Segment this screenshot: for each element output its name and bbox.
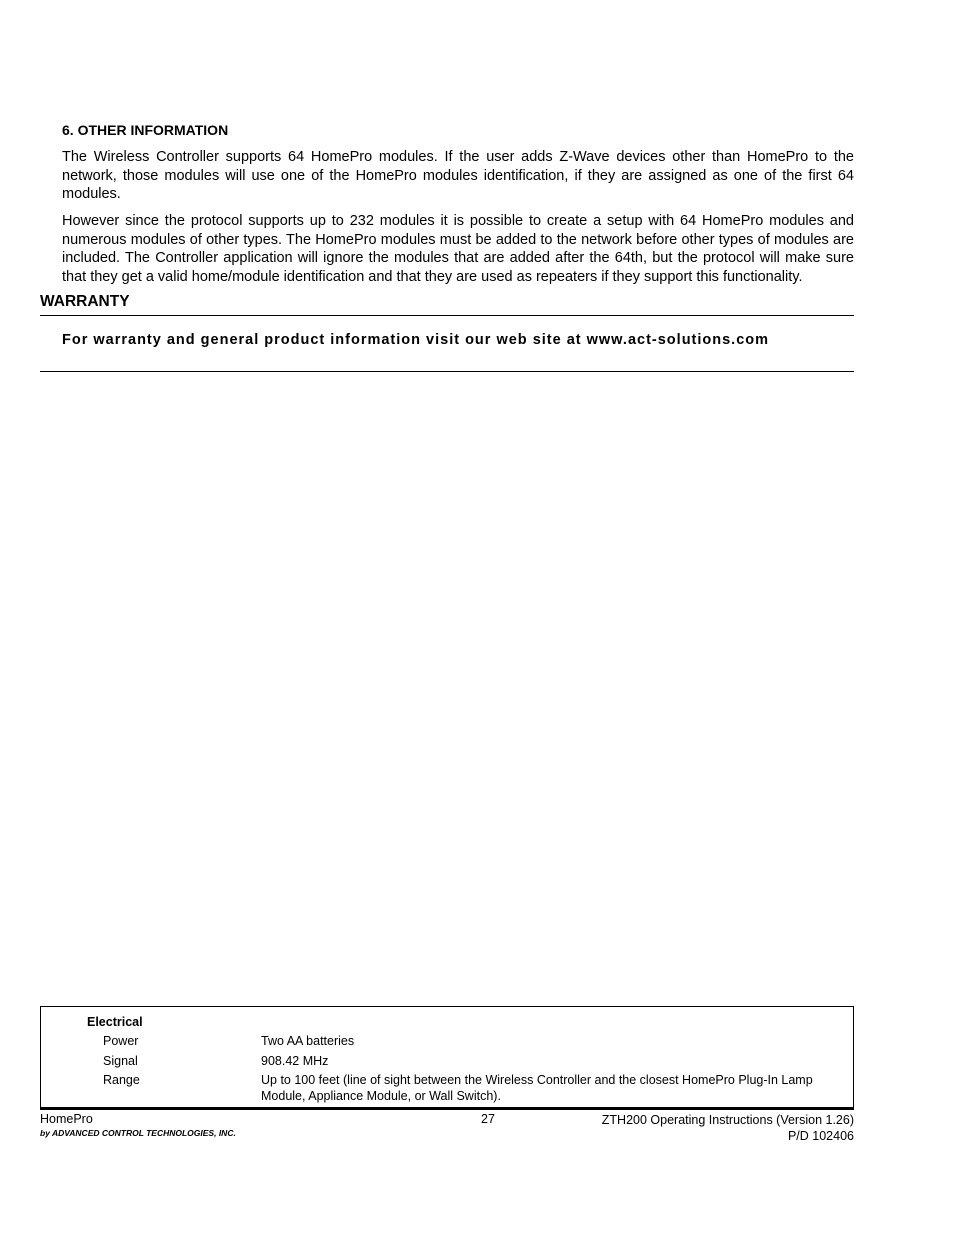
divider-bottom [40, 371, 854, 372]
page-number: 27 [481, 1112, 495, 1126]
section-heading: 6. OTHER INFORMATION [62, 122, 229, 138]
footer-company: by ADVANCED CONTROL TECHNOLOGIES, INC. [40, 1128, 236, 1138]
spec-title: Electrical [87, 1015, 143, 1029]
spec-label: Power [103, 1034, 139, 1048]
footer-doc-info [602, 1112, 854, 1144]
spec-label: Range [103, 1073, 140, 1087]
footer-doc-title: ZTH200 Operating Instructions (Version 1.26) [601, 1113, 854, 1127]
footer-brand: HomePro [40, 1112, 93, 1126]
footer-part-number: P/D 102406 [787, 1129, 854, 1143]
spec-label: Signal [103, 1054, 138, 1068]
spec-value: Two AA batteries [261, 1034, 355, 1048]
paragraph-modules-support: The Wireless Controller supports 64 HomePro modules. If the user adds Z-Wave devices other than HomePro to the network, those modules will use one of the HomePro modules identification, if they are assigned as one of the first 64 modules. [62, 149, 854, 202]
spec-value: 908.42 MHz [261, 1054, 329, 1068]
divider-top [40, 315, 854, 316]
warranty-text: For warranty and general product information visit our web site at www.act-solutions.com [62, 332, 770, 348]
spec-value: Up to 100 feet (line of sight between the Wireless Controller and the closest HomePro Plug-In Lamp Module, Appliance Module, or Wall Switch). [261, 1073, 813, 1103]
warranty-heading: WARRANTY [40, 293, 130, 310]
specifications-box [40, 1006, 854, 1110]
paragraph-protocol-support: However since the protocol supports up to 232 modules it is possible to create a setup with 64 HomePro modules and numerous modules of other types. The HomePro modules must be added to the network before other types of modules are included. The Controller application will ignore the modules that are added after the 64th, but the protocol will make sure that they get a valid home/module identification and that they are used as repeaters if they support this functionality. [62, 213, 854, 285]
